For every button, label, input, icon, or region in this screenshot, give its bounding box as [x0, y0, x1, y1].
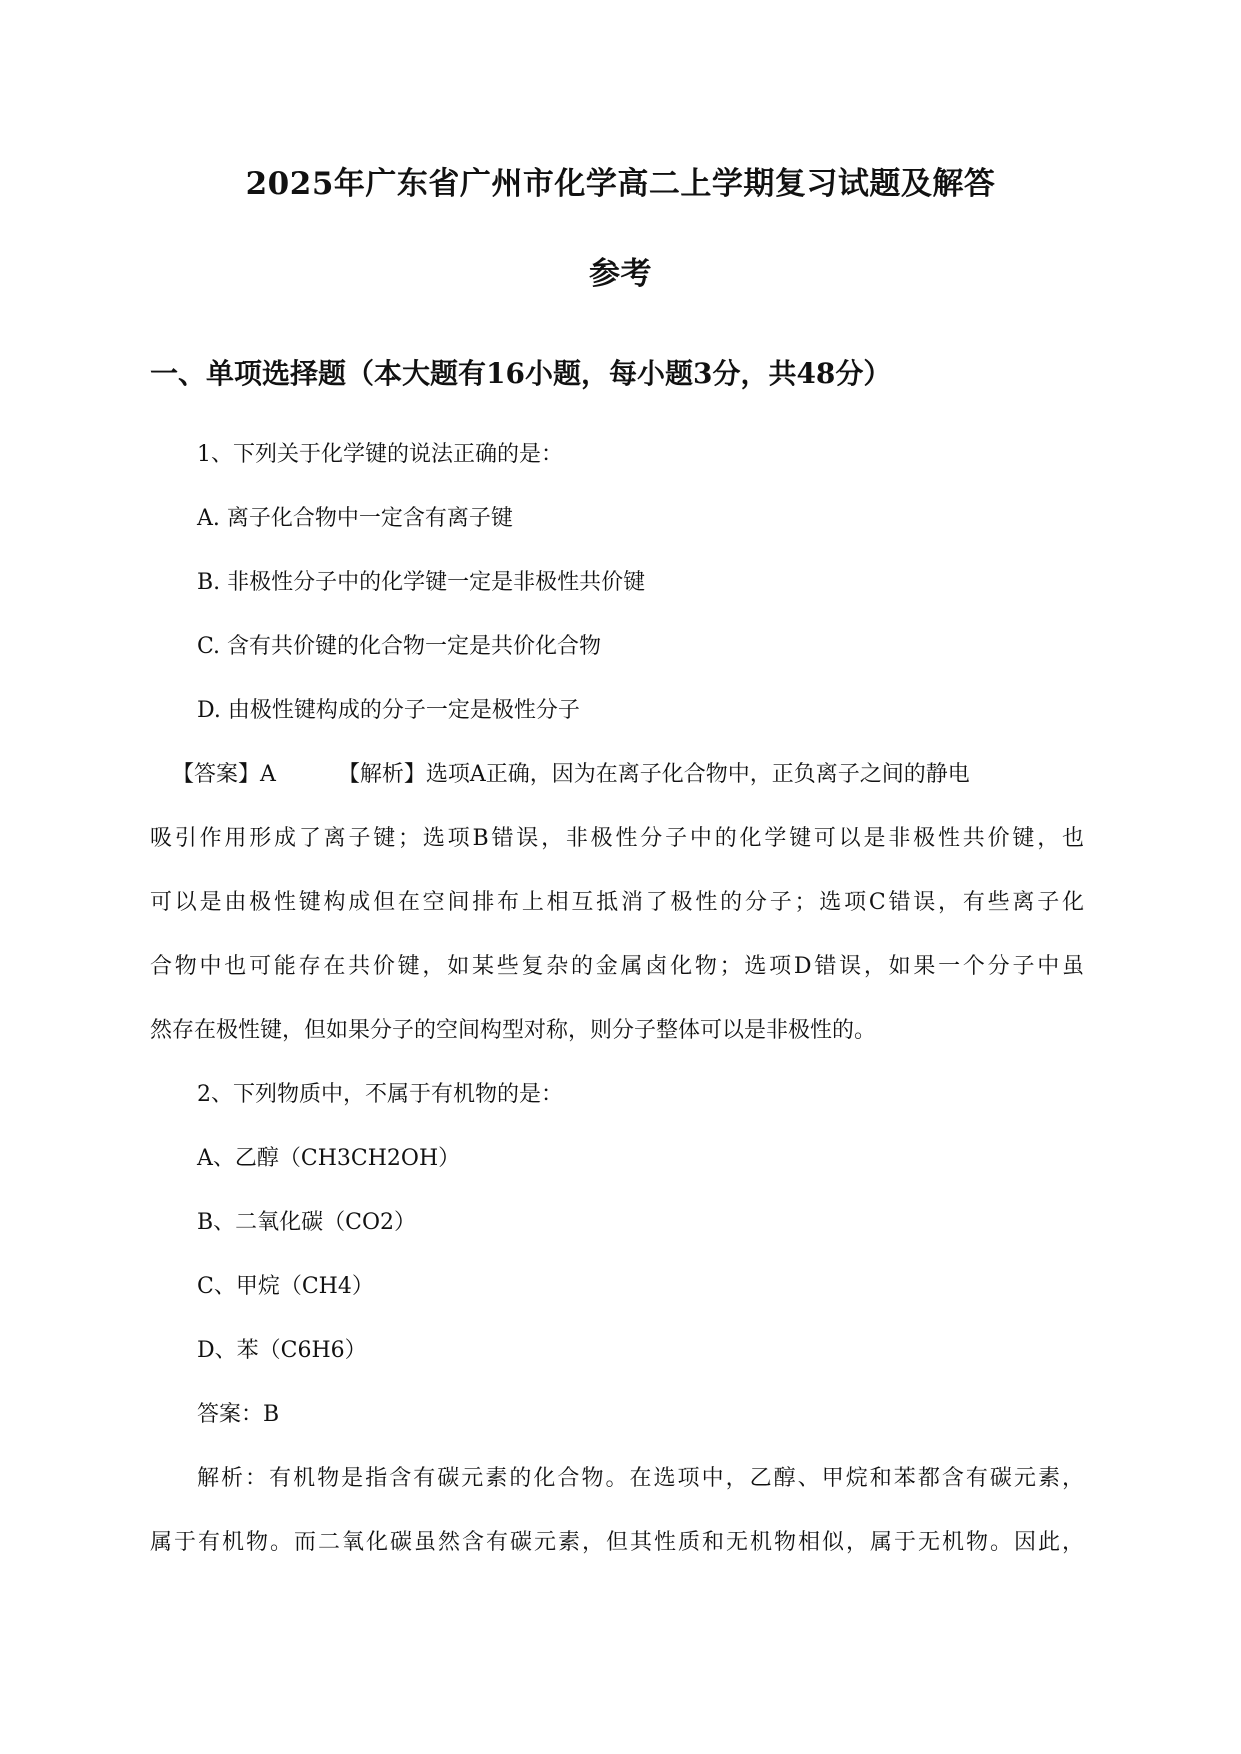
question-1-answer-line — [172, 759, 970, 791]
question-2-option-c: C、甲烷（CH4） — [197, 1274, 374, 1299]
question-2-answer: 答案：B — [197, 1402, 280, 1427]
section-heading: 一、单项选择题（本大题有16小题，每小题3分，共48分） — [150, 357, 892, 390]
question-2-stem: 2、下列物质中，不属于有机物的是： — [197, 1082, 563, 1107]
question-1-option-a: A. 离子化合物中一定含有离子键 — [197, 506, 513, 531]
question-1-answer: 【答案】A — [172, 762, 276, 787]
question-2-option-b: B、二氧化碳（CO2） — [197, 1210, 417, 1235]
question-1-explanation-line-5: 然存在极性键，但如果分子的空间构型对称，则分子整体可以是非极性的。 — [150, 1018, 877, 1043]
question-1-explanation-line-2: 吸引作用形成了离子键；选项B错误，非极性分子中的化学键可以是非极性共价键，也 — [150, 826, 1084, 851]
question-1-explanation-line-3: 可以是由极性键构成但在空间排布上相互抵消了极性的分子；选项C错误，有些离子化 — [150, 890, 1084, 915]
document-title: 2025年广东省广州市化学高二上学期复习试题及解答 — [245, 166, 996, 202]
question-1-explanation-line-4: 合物中也可能存在共价键，如某些复杂的金属卤化物；选项D错误，如果一个分子中虽 — [150, 954, 1084, 979]
question-2-option-d: D、苯（C6H6） — [197, 1338, 367, 1363]
question-1-option-c: C. 含有共价键的化合物一定是共价化合物 — [197, 634, 602, 659]
question-2-option-a: A、乙醇（CH3CH2OH） — [197, 1146, 461, 1171]
question-1-stem: 1、下列关于化学键的说法正确的是： — [197, 442, 563, 467]
question-1-explanation-line-1: 选项A正确，因为在离子化合物中，正负离子之间的静电 — [425, 762, 970, 787]
question-2-explanation-line-1: 解析：有机物是指含有碳元素的化合物。在选项中，乙醇、甲烷和苯都含有碳元素， — [197, 1466, 1084, 1491]
question-1-explanation-label: 【解析】 — [337, 762, 426, 787]
question-1-option-b: B. 非极性分子中的化学键一定是非极性共价键 — [197, 570, 646, 595]
question-2-explanation-line-2: 属于有机物。而二氧化碳虽然含有碳元素，但其性质和无机物相似，属于无机物。因此， — [150, 1530, 1084, 1555]
question-1-option-d: D. 由极性键构成的分子一定是极性分子 — [197, 698, 580, 723]
document-title-continued: 参考 — [589, 256, 652, 292]
